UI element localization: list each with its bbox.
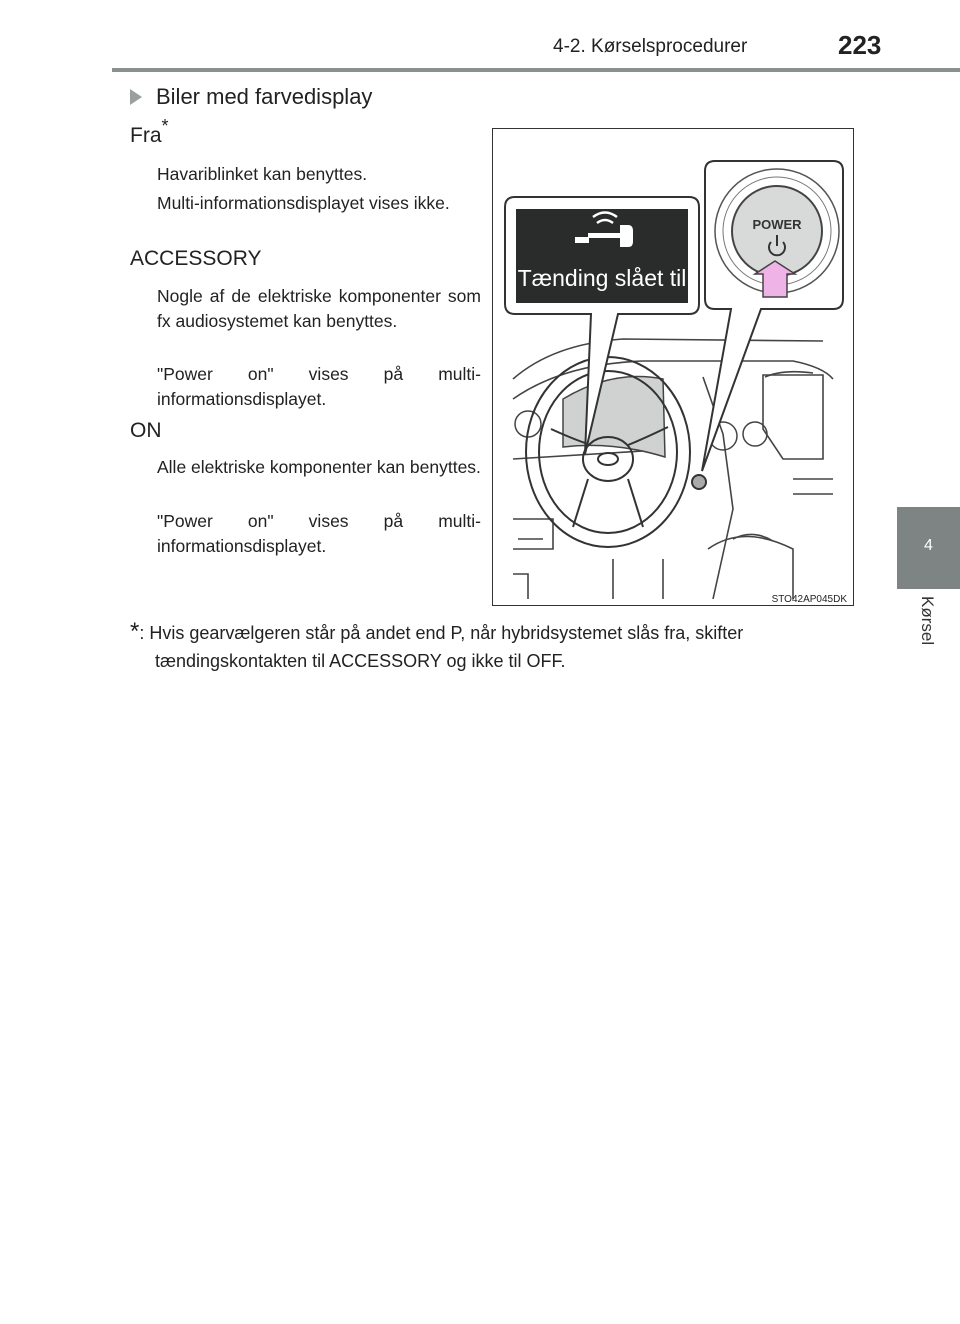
term-on: ON bbox=[130, 419, 162, 442]
entry-accessory-line-1: Nogle af de elektriske komponenter som fx audiosystemet kan benyttes. bbox=[157, 286, 481, 331]
term-accessory: ACCESSORY bbox=[130, 247, 262, 270]
entry-fra-line-2: Multi-informationsdisplayet vises ikke. bbox=[157, 193, 450, 213]
power-button-label: POWER bbox=[752, 217, 802, 232]
dashboard-drawing bbox=[493, 129, 853, 605]
entry-on-line-2: "Power on" vises på multi-informationsdisplayet. bbox=[157, 511, 481, 556]
dashboard-illustration bbox=[492, 128, 854, 606]
entry-on-line-1: Alle elektriske komponenter kan benyttes. bbox=[157, 457, 481, 477]
entry-accessory-line-2: "Power on" vises på multi-informationsdisplayet. bbox=[157, 364, 481, 409]
section-heading bbox=[130, 84, 372, 110]
header-rule bbox=[112, 68, 960, 72]
page-number: 223 bbox=[838, 30, 882, 60]
term-fra: Fra* bbox=[130, 116, 169, 147]
footnote-line-1: : Hvis gearvælgeren står på andet end P, når hybridsystemet slås fra, skifter bbox=[139, 623, 744, 643]
entry-fra-line-1: Havariblinket kan benyttes. bbox=[157, 164, 368, 184]
display-message: Tænding slået til bbox=[517, 265, 687, 291]
footnote bbox=[130, 618, 865, 675]
chapter-label-box bbox=[917, 596, 939, 666]
footnote-line-2: tændingskontakten til ACCESSORY og ikke til OFF. bbox=[155, 651, 566, 671]
figure-code: STO42AP045DK bbox=[771, 594, 847, 605]
chapter-number: 4 bbox=[924, 537, 933, 554]
triangle-bullet-icon bbox=[130, 89, 142, 105]
footnote-mark: * bbox=[161, 116, 169, 136]
section-title: 4-2. Kørselsprocedurer bbox=[553, 36, 748, 57]
chapter-label: Kørsel bbox=[918, 596, 937, 646]
footnote-star: * bbox=[130, 618, 140, 645]
section-heading-text: Biler med farvedisplay bbox=[156, 84, 373, 109]
